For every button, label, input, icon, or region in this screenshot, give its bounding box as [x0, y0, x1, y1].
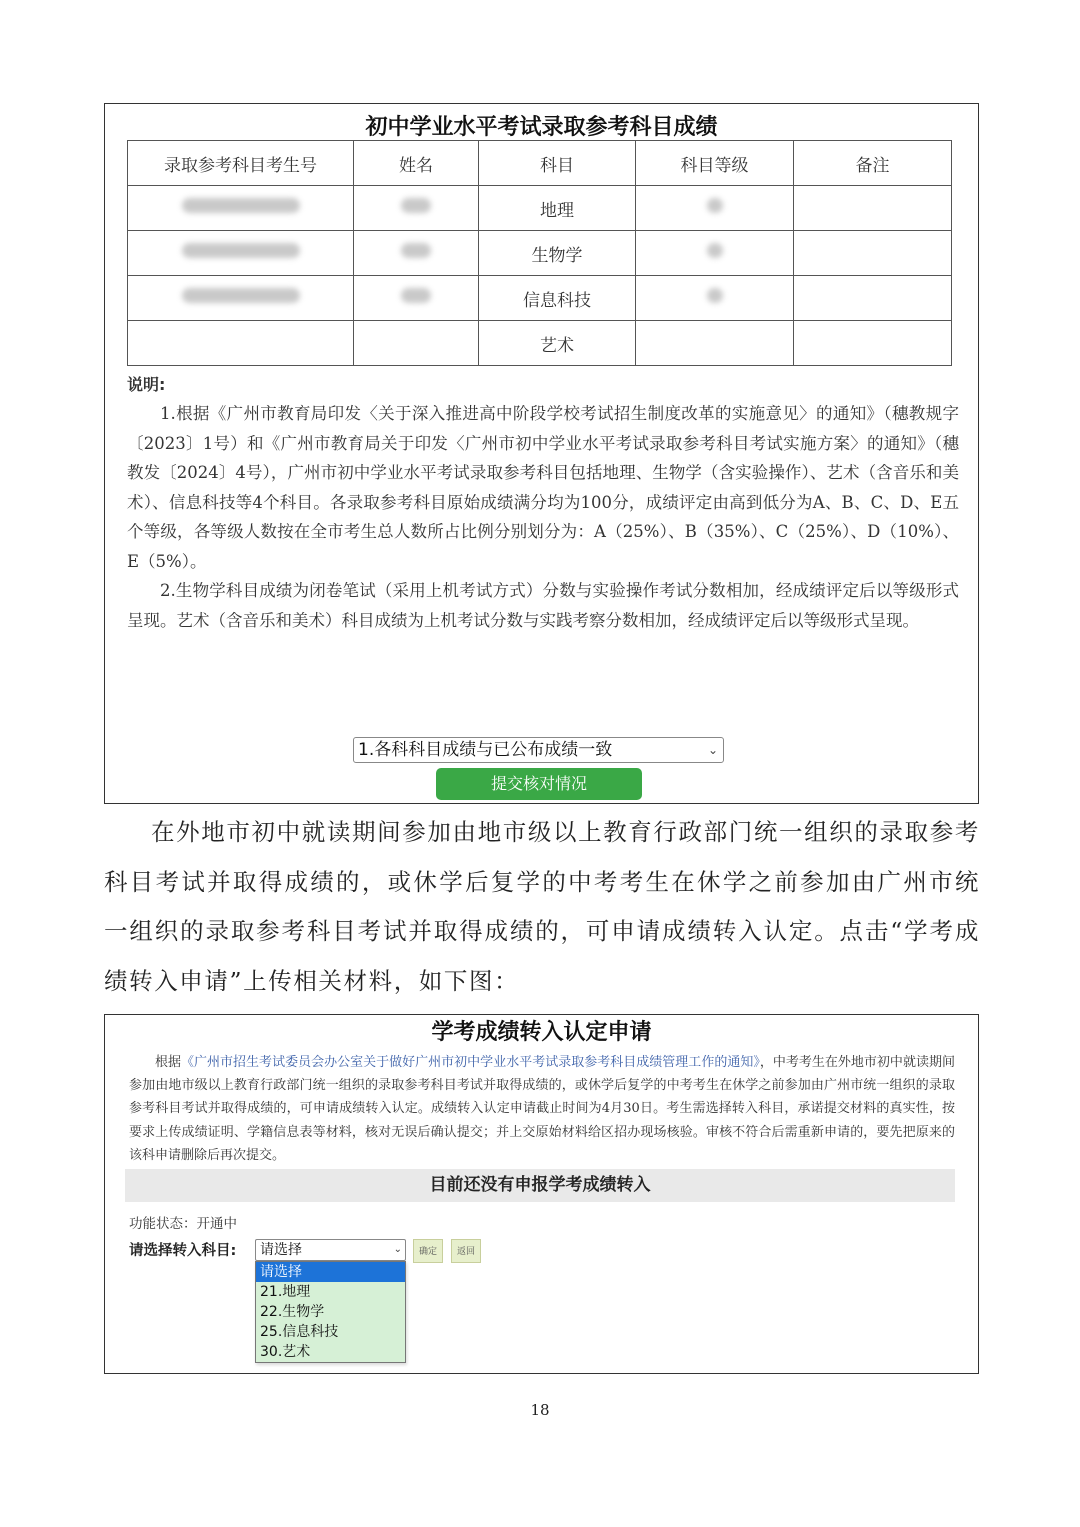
- back-button[interactable]: 返回: [451, 1239, 481, 1263]
- exam-number-cell: [128, 231, 354, 276]
- remark-cell: [794, 321, 952, 366]
- name-cell: [354, 321, 479, 366]
- redacted-exam-number: [182, 198, 300, 213]
- grade-cell: [636, 231, 794, 276]
- transfer-application-panel: [104, 1014, 979, 1374]
- redacted-grade: [707, 243, 723, 258]
- header-grade: 科目等级: [636, 141, 794, 186]
- intro-prefix: 根据: [155, 1055, 182, 1070]
- notes-section: [127, 372, 959, 635]
- exam-number-cell: [128, 276, 354, 321]
- grade-cell: [636, 186, 794, 231]
- header-name: 姓名: [354, 141, 479, 186]
- chevron-down-icon: ⌄: [707, 743, 718, 757]
- redacted-exam-number: [182, 243, 300, 258]
- header-remark: 备注: [794, 141, 952, 186]
- table-row: [128, 186, 952, 231]
- subject-cell: 信息科技: [479, 276, 636, 321]
- choose-subject-label: 请选择转入科目:: [129, 1243, 237, 1259]
- function-status: 功能状态：开通中: [129, 1216, 237, 1232]
- note-paragraph-1: 1.根据《广州市教育局印发〈关于深入推进高中阶段学校考试招生制度改革的实施意见〉的通知》（穗教规字〔2023〕1号）和《广州市教育局关于印发〈广州市初中学业水平考试录取参考科目考试实施方案〉的通知》（穗教发〔2024〕4号），广州市初中学业水平考试录取参考科目包括地理、生物学（含实验操作）、艺术（含音乐和美术）、信息科技等4个科目。各录取参考科目原始成绩满分均为100分，成绩评定由高到低分为A、B、C、D、E五个等级，各等级人数按在全市考生总人数所占比例分别划分为：A（25%）、B（35%）、C（25%）、D（10%）、E（5%）。: [127, 404, 959, 571]
- intro-rest: ，中考考生在外地市初中就读期间参加由地市级以上教育行政部门统一组织的录取参考科目考试并取得成绩的，或休学后复学的中考考生在休学之前参加由广州市统一组织的录取参考科目考试并取得成绩的，可申请成绩转入认定。成绩转入认定申请截止时间为4月30日。考生需选择转入科目，承诺提交材料的真实性，按要求上传成绩证明、学籍信息表等材料，核对无误后确认提交；并上交原始材料给区招办现场核验。审核不符合后需重新申请的，要先把原来的该科申请删除后再次提交。: [129, 1055, 955, 1163]
- verify-result-select[interactable]: [353, 737, 724, 763]
- body-paragraph: 在外地市初中就读期间参加由地市级以上教育行政部门统一组织的录取参考科目考试并取得成绩的，或休学后复学的中考考生在休学之前参加由广州市统一组织的录取参考科目考试并取得成绩的，可申请成绩转入认定。点击“学考成绩转入申请”上传相关材料，如下图：: [104, 818, 980, 995]
- remark-cell: [794, 231, 952, 276]
- table-row: [128, 231, 952, 276]
- remark-cell: [794, 186, 952, 231]
- exam-number-cell: [128, 186, 354, 231]
- subject-option-biology[interactable]: 22.生物学: [260, 1304, 325, 1320]
- redacted-name: [401, 198, 431, 213]
- grade-cell: [636, 321, 794, 366]
- redacted-name: [401, 288, 431, 303]
- note-paragraph-2: 2.生物学科目成绩为闭卷笔试（采用上机考试方式）分数与实验操作考试分数相加，经成绩评定后以等级形式呈现。艺术（含音乐和美术）科目成绩为上机考试分数与实践考察分数相加，经成绩评定后以等级形式呈现。: [127, 581, 959, 630]
- subject-option-geography[interactable]: 21.地理: [260, 1284, 311, 1300]
- redacted-grade: [707, 288, 723, 303]
- grades-panel-title: 初中学业水平考试录取参考科目成绩: [365, 115, 718, 140]
- name-cell: [354, 276, 479, 321]
- exam-number-cell: [128, 321, 354, 366]
- subject-select[interactable]: [255, 1239, 406, 1261]
- subject-cell: 生物学: [479, 231, 636, 276]
- grades-table-header: [128, 141, 952, 186]
- subject-option-placeholder[interactable]: 请选择: [256, 1262, 405, 1282]
- table-row: [128, 276, 952, 321]
- page-number: 18: [530, 1401, 550, 1419]
- subject-option-it[interactable]: 25.信息科技: [260, 1324, 339, 1340]
- status-banner: 目前还没有申报学考成绩转入: [125, 1169, 955, 1202]
- grades-panel: [104, 103, 979, 804]
- redacted-exam-number: [182, 288, 300, 303]
- confirm-button[interactable]: 确定: [413, 1239, 443, 1263]
- name-cell: [354, 186, 479, 231]
- subject-dropdown-list: [255, 1261, 406, 1363]
- redacted-grade: [707, 198, 723, 213]
- submit-verification-button[interactable]: 提交核对情况: [436, 768, 642, 800]
- subject-cell: 地理: [479, 186, 636, 231]
- transfer-intro: [129, 1051, 955, 1167]
- subject-option-art[interactable]: 30.艺术: [260, 1344, 311, 1360]
- table-row: [128, 321, 952, 366]
- grades-table: [127, 140, 952, 366]
- notice-link[interactable]: 《广州市招生考试委员会办公室关于做好广州市初中学业水平考试录取参考科目成绩管理工作的通知》: [181, 1055, 760, 1070]
- header-subject: 科目: [479, 141, 636, 186]
- grade-cell: [636, 276, 794, 321]
- redacted-name: [401, 243, 431, 258]
- subject-select-value: 请选择: [260, 1242, 302, 1258]
- name-cell: [354, 231, 479, 276]
- notes-title: 说明:: [127, 375, 166, 394]
- remark-cell: [794, 276, 952, 321]
- header-exam-number: 录取参考科目考生号: [128, 141, 354, 186]
- verify-select-value: 1.各科科目成绩与已公布成绩一致: [358, 740, 613, 760]
- subject-cell: 艺术: [479, 321, 636, 366]
- transfer-panel-title: 学考成绩转入认定申请: [431, 1020, 652, 1045]
- chevron-down-icon: ⌄: [393, 1244, 402, 1255]
